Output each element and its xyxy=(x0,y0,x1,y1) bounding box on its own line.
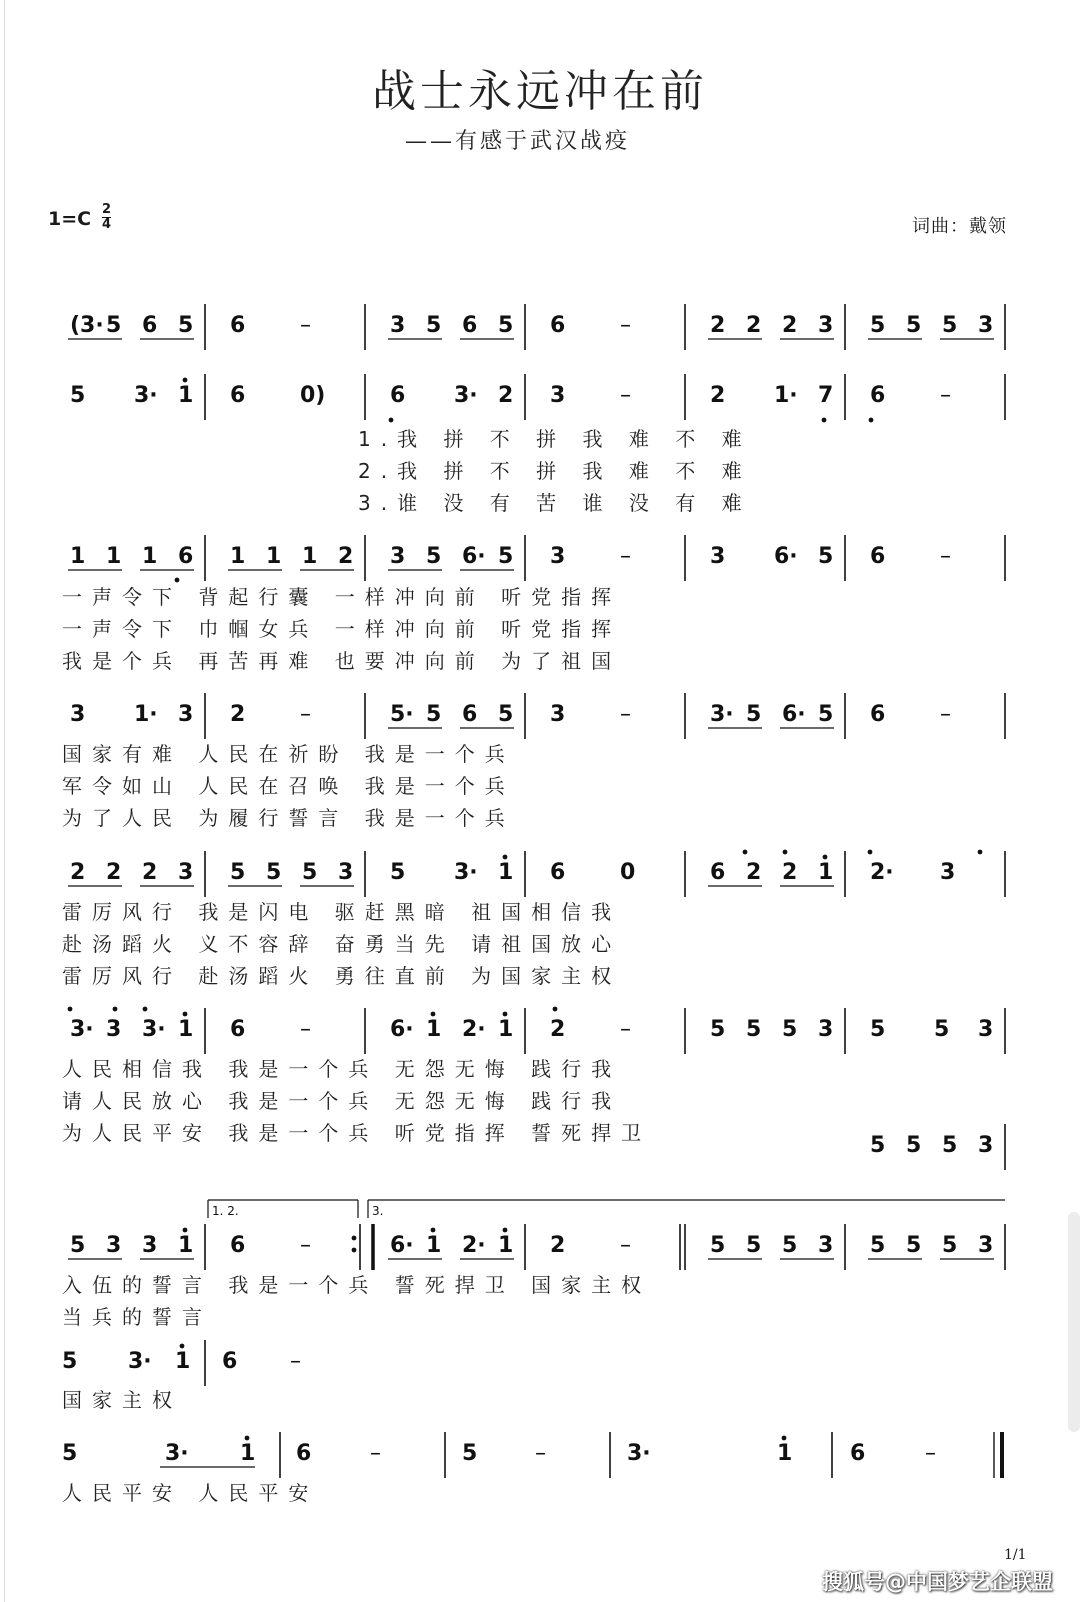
note: 5 xyxy=(934,1017,950,1042)
lyric-line: 雷厉风行 我是闪电 驱赶黑暗 祖国相信我 xyxy=(62,900,622,924)
note: 3 xyxy=(978,313,994,338)
note: 5 xyxy=(746,1233,762,1258)
low-octave-dot xyxy=(822,418,827,423)
note: 3 xyxy=(818,1017,834,1042)
note: 3 xyxy=(550,702,566,727)
high-octave-dot xyxy=(431,1228,436,1233)
note: 5 xyxy=(498,313,514,338)
note: 3 xyxy=(338,860,354,885)
note: 5 xyxy=(70,383,86,408)
high-octave-dot xyxy=(503,1228,508,1233)
note: 1 xyxy=(178,383,194,408)
low-octave-dot xyxy=(389,418,394,423)
note: 2 xyxy=(230,702,246,727)
song-subtitle: ——有感于武汉战疫 xyxy=(405,129,631,154)
note: 1 xyxy=(142,544,158,569)
lyric-line: 国家有难 人民在祈盼 我是一个兵 xyxy=(62,742,515,766)
note: 5 xyxy=(178,313,194,338)
note: 3· xyxy=(128,1349,152,1374)
volta-label: 1. 2. xyxy=(212,1204,239,1218)
note: 5 xyxy=(746,702,762,727)
note: 2 xyxy=(338,544,354,569)
note: 6 xyxy=(178,544,194,569)
note: 5 xyxy=(782,1233,798,1258)
note: 5 xyxy=(906,313,922,338)
note: 2 xyxy=(782,313,798,338)
high-octave-dot xyxy=(503,855,508,860)
note: 5 xyxy=(942,1233,958,1258)
note: 5 xyxy=(870,1017,886,1042)
note: 5 xyxy=(498,544,514,569)
note: 6 xyxy=(296,1441,312,1466)
note: 6 xyxy=(550,860,566,885)
lyric-line: 我是个兵 再苦再难 也要冲向前 为了祖国 xyxy=(62,649,622,673)
note: 3 xyxy=(550,383,566,408)
note: 5 xyxy=(230,860,246,885)
high-octave-dot xyxy=(183,1012,188,1017)
note: 2 xyxy=(710,313,726,338)
note: 5 xyxy=(818,544,834,569)
note: – xyxy=(300,1233,311,1258)
low-octave-dot xyxy=(869,418,874,423)
note: 2 xyxy=(70,860,86,885)
high-octave-dot xyxy=(553,1007,558,1012)
note: – xyxy=(620,544,631,569)
note: – xyxy=(925,1441,936,1466)
lyric-line: 国家主权 xyxy=(62,1388,182,1412)
volta-label: 3. xyxy=(372,1204,384,1218)
note: 5 xyxy=(106,313,122,338)
note: 6 xyxy=(390,383,406,408)
lyric-line: 3.谁 没 有 苦 谁 没 有 难 xyxy=(358,491,752,515)
note: 6· xyxy=(390,1017,414,1042)
note: 5 xyxy=(906,1233,922,1258)
note: 5 xyxy=(710,1233,726,1258)
note: 1 xyxy=(498,860,514,885)
note: 5 xyxy=(782,1017,798,1042)
high-octave-dot xyxy=(113,1007,118,1012)
high-octave-dot xyxy=(68,1007,73,1012)
note: 3 xyxy=(978,1133,994,1158)
note: 6· xyxy=(774,544,798,569)
note: 6 xyxy=(870,544,886,569)
note: 5 xyxy=(462,1441,478,1466)
note: – xyxy=(940,544,951,569)
note: 0) xyxy=(300,383,326,408)
lyric-line: 人民相信我 我是一个兵 无怨无悔 践行我 xyxy=(62,1057,622,1081)
low-octave-dot xyxy=(175,578,180,583)
note: 2 xyxy=(498,383,514,408)
note: 3 xyxy=(70,702,86,727)
note: – xyxy=(535,1441,546,1466)
note: 5 xyxy=(498,702,514,727)
note: 6 xyxy=(230,313,246,338)
note: 1 xyxy=(70,544,86,569)
note: 2 xyxy=(550,1017,566,1042)
note: 6 xyxy=(550,313,566,338)
note: 1 xyxy=(302,544,318,569)
note: 5 xyxy=(746,1017,762,1042)
note: 3 xyxy=(178,860,194,885)
note: 6 xyxy=(222,1349,238,1374)
note: 5 xyxy=(302,860,318,885)
note: 3 xyxy=(390,313,406,338)
note: 5· xyxy=(390,702,414,727)
lyric-line: 人民平安 人民平安 xyxy=(62,1481,319,1505)
note: 1 xyxy=(230,544,246,569)
note: 3· xyxy=(165,1441,189,1466)
note: 3· xyxy=(454,860,478,885)
lyric-line: 一声令下 背起行囊 一样冲向前 听党指挥 xyxy=(62,585,622,609)
note: 6 xyxy=(462,313,478,338)
note: 5 xyxy=(62,1441,78,1466)
note: – xyxy=(620,313,631,338)
note: 2 xyxy=(142,860,158,885)
note: 1 xyxy=(240,1441,256,1466)
scrollbar[interactable] xyxy=(1068,1212,1080,1432)
note: 6 xyxy=(850,1441,866,1466)
high-octave-dot xyxy=(143,1007,148,1012)
high-octave-dot xyxy=(782,1436,787,1441)
note: 5 xyxy=(818,702,834,727)
note: – xyxy=(940,702,951,727)
lyric-line: 2.我 拼 不 拼 我 难 不 难 xyxy=(358,459,752,483)
note: 6 xyxy=(230,1233,246,1258)
note: 3 xyxy=(178,702,194,727)
lyric-line: 为人民平安 我是一个兵 听党指挥 誓死捍卫 xyxy=(62,1121,652,1145)
note: 3 xyxy=(710,544,726,569)
lyric-line: 赴汤蹈火 义不容辞 奋勇当先 请祖国放心 xyxy=(62,932,622,956)
note: – xyxy=(370,1441,381,1466)
high-octave-dot xyxy=(823,855,828,860)
note: 5 xyxy=(426,702,442,727)
note: 6 xyxy=(462,702,478,727)
note: – xyxy=(620,1233,631,1258)
note: 3· xyxy=(134,383,158,408)
note: 3 xyxy=(142,1233,158,1258)
note: 5 xyxy=(870,1233,886,1258)
note: 1 xyxy=(498,1017,514,1042)
note: 2· xyxy=(462,1017,486,1042)
note: 6· xyxy=(390,1233,414,1258)
repeat-dot xyxy=(352,1248,357,1253)
note: 5 xyxy=(942,1133,958,1158)
time-signature-top: 2 xyxy=(102,202,112,217)
note: 2 xyxy=(782,860,798,885)
page-number: 1/1 xyxy=(1004,1547,1027,1563)
note: 1· xyxy=(774,383,798,408)
note: 1 xyxy=(178,1233,194,1258)
high-octave-dot xyxy=(503,1012,508,1017)
note: 1 xyxy=(426,1017,442,1042)
high-octave-dot xyxy=(183,378,188,383)
note: 1 xyxy=(818,860,834,885)
note: – xyxy=(620,702,631,727)
note: 3· xyxy=(627,1441,651,1466)
note: 3 xyxy=(550,544,566,569)
note: 3 xyxy=(390,544,406,569)
high-octave-dot xyxy=(180,1344,185,1349)
note: 5 xyxy=(426,544,442,569)
note: 5 xyxy=(870,313,886,338)
note: 5 xyxy=(870,1133,886,1158)
note: – xyxy=(300,1017,311,1042)
note: 5 xyxy=(266,860,282,885)
note: 6 xyxy=(142,313,158,338)
note: 2· xyxy=(462,1233,486,1258)
note: – xyxy=(940,383,951,408)
note: 1 xyxy=(498,1233,514,1258)
lyric-line: 当兵的誓言 xyxy=(62,1305,212,1329)
high-octave-dot xyxy=(978,850,983,855)
note: 1 xyxy=(175,1349,191,1374)
lyric-line: 1.我 拼 不 拼 我 难 不 难 xyxy=(358,427,752,451)
note: 3· xyxy=(142,1017,166,1042)
note: 6· xyxy=(462,544,486,569)
note: 5 xyxy=(62,1349,78,1374)
high-octave-dot xyxy=(245,1436,250,1441)
time-signature-bottom: 4 xyxy=(102,217,112,232)
high-octave-dot xyxy=(431,1012,436,1017)
note: 5 xyxy=(942,313,958,338)
note: – xyxy=(620,383,631,408)
note: 6 xyxy=(870,702,886,727)
note: 7 xyxy=(818,383,834,408)
note: 3 xyxy=(978,1233,994,1258)
key-signature: 1=C xyxy=(48,208,92,230)
lyric-line: 为了人民 为履行誓言 我是一个兵 xyxy=(62,806,515,830)
note: 2 xyxy=(746,313,762,338)
note: 0 xyxy=(620,860,636,885)
note: 1 xyxy=(266,544,282,569)
note: 6 xyxy=(870,383,886,408)
note: 3 xyxy=(818,313,834,338)
note: 6 xyxy=(230,1017,246,1042)
lyric-line: 军令如山 人民在召唤 我是一个兵 xyxy=(62,774,515,798)
note: 2· xyxy=(870,860,894,885)
note: 3· xyxy=(710,702,734,727)
note: 1 xyxy=(777,1441,793,1466)
high-octave-dot xyxy=(783,850,788,855)
watermark: 搜狐号@中国梦艺企联盟 xyxy=(822,1570,1053,1594)
note: – xyxy=(300,702,311,727)
note: 1 xyxy=(178,1017,194,1042)
note: 2 xyxy=(106,860,122,885)
high-octave-dot xyxy=(868,850,873,855)
lyric-line: 入伍的誓言 我是一个兵 誓死捍卫 国家主权 xyxy=(62,1273,652,1297)
note: 5 xyxy=(70,1233,86,1258)
note: 3· xyxy=(70,1017,94,1042)
note: 6 xyxy=(710,860,726,885)
note: 6 xyxy=(230,383,246,408)
repeat-dot xyxy=(352,1236,357,1241)
note: 3· xyxy=(454,383,478,408)
note: 5 xyxy=(906,1133,922,1158)
high-octave-dot xyxy=(743,850,748,855)
lyric-line: 一声令下 巾帼女兵 一样冲向前 听党指挥 xyxy=(62,617,622,641)
note: 3 xyxy=(106,1017,122,1042)
note: 6· xyxy=(782,702,806,727)
note: (3· xyxy=(70,313,104,338)
note: 2 xyxy=(710,383,726,408)
note: 2 xyxy=(550,1233,566,1258)
lyric-line: 请人民放心 我是一个兵 无怨无悔 践行我 xyxy=(62,1089,622,1113)
note: – xyxy=(300,313,311,338)
note: 3 xyxy=(818,1233,834,1258)
lyric-line: 雷厉风行 赴汤蹈火 勇往直前 为国家主权 xyxy=(62,964,622,988)
note: 3 xyxy=(940,860,956,885)
note: – xyxy=(290,1349,301,1374)
note: 3 xyxy=(106,1233,122,1258)
note: 1 xyxy=(426,1233,442,1258)
note: 5 xyxy=(710,1017,726,1042)
note: 1· xyxy=(134,702,158,727)
note: 3 xyxy=(978,1017,994,1042)
song-title: 战士永远冲在前 xyxy=(372,66,708,117)
note: 5 xyxy=(390,860,406,885)
note: 2 xyxy=(746,860,762,885)
high-octave-dot xyxy=(183,1228,188,1233)
note: 5 xyxy=(426,313,442,338)
note: – xyxy=(620,1017,631,1042)
note: 1 xyxy=(106,544,122,569)
author-credit: 词曲：戴领 xyxy=(912,216,1007,237)
